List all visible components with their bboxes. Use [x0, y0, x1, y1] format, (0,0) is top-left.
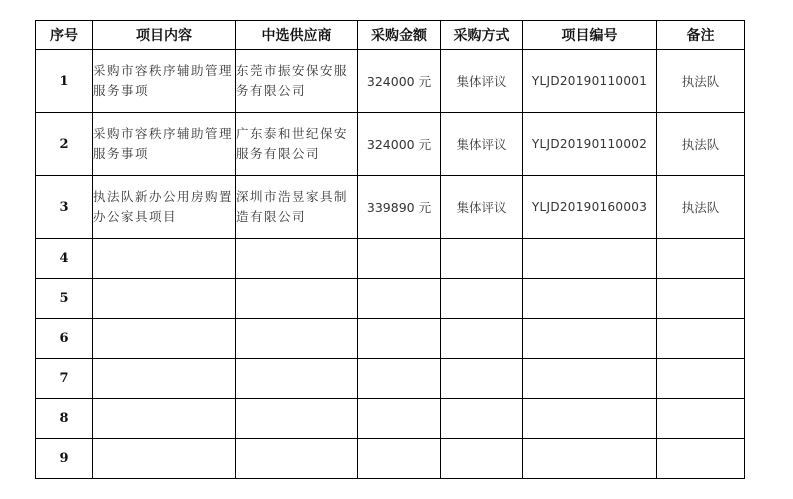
row-code [523, 319, 657, 359]
row-amount: 339890 元 [358, 176, 441, 239]
row-index: 4 [36, 239, 93, 279]
row-method [441, 319, 523, 359]
table-row [36, 279, 745, 319]
row-index: 1 [36, 50, 93, 113]
header-note: 备注 [657, 21, 745, 50]
row-note [657, 239, 745, 279]
table-row [36, 439, 745, 479]
row-code [523, 239, 657, 279]
table-row [36, 399, 745, 439]
row-supplier [236, 359, 358, 399]
row-note [657, 439, 745, 479]
row-method [441, 359, 523, 399]
row-content [93, 239, 236, 279]
row-amount [358, 439, 441, 479]
row-code: YLJD20190160003 [523, 176, 657, 239]
row-index: 9 [36, 439, 93, 479]
row-amount [358, 399, 441, 439]
row-content [93, 439, 236, 479]
row-index: 5 [36, 279, 93, 319]
row-content [93, 279, 236, 319]
row-code: YLJD20190110002 [523, 113, 657, 176]
row-note: 执法队 [657, 113, 745, 176]
table-row [36, 239, 745, 279]
row-supplier [236, 399, 358, 439]
row-note: 执法队 [657, 50, 745, 113]
row-supplier [236, 319, 358, 359]
row-amount [358, 319, 441, 359]
row-index: 7 [36, 359, 93, 399]
table-row [36, 359, 745, 399]
row-content [93, 399, 236, 439]
row-index: 8 [36, 399, 93, 439]
row-note [657, 359, 745, 399]
row-note [657, 399, 745, 439]
row-supplier: 东莞市振安保安服务有限公司 [236, 50, 358, 113]
row-content: 执法队新办公用房购置办公家具项目 [93, 176, 236, 239]
row-code [523, 279, 657, 319]
row-index: 2 [36, 113, 93, 176]
row-amount: 324000 元 [358, 113, 441, 176]
row-supplier [236, 279, 358, 319]
row-amount [358, 239, 441, 279]
row-code [523, 439, 657, 479]
row-method: 集体评议 [441, 50, 523, 113]
row-code [523, 359, 657, 399]
row-supplier [236, 239, 358, 279]
header-content: 项目内容 [93, 21, 236, 50]
header-amount: 采购金额 [358, 21, 441, 50]
row-method [441, 399, 523, 439]
header-index: 序号 [36, 21, 93, 50]
table-row [36, 319, 745, 359]
row-content [93, 359, 236, 399]
row-code [523, 399, 657, 439]
row-amount [358, 279, 441, 319]
row-method: 集体评议 [441, 113, 523, 176]
row-index: 3 [36, 176, 93, 239]
row-method [441, 439, 523, 479]
row-method [441, 279, 523, 319]
row-supplier: 广东泰和世纪保安服务有限公司 [236, 113, 358, 176]
table-header-row [36, 21, 745, 50]
table-row [36, 176, 745, 239]
row-content: 采购市容秩序辅助管理服务事项 [93, 113, 236, 176]
row-supplier: 深圳市浩昱家具制造有限公司 [236, 176, 358, 239]
row-code: YLJD20190110001 [523, 50, 657, 113]
row-amount [358, 359, 441, 399]
table-row [36, 50, 745, 113]
row-note [657, 319, 745, 359]
procurement-table [35, 20, 745, 479]
header-code: 项目编号 [523, 21, 657, 50]
row-content [93, 319, 236, 359]
row-content: 采购市容秩序辅助管理服务事项 [93, 50, 236, 113]
row-method [441, 239, 523, 279]
row-note [657, 279, 745, 319]
row-amount: 324000 元 [358, 50, 441, 113]
row-index: 6 [36, 319, 93, 359]
table-row [36, 113, 745, 176]
row-method: 集体评议 [441, 176, 523, 239]
header-supplier: 中选供应商 [236, 21, 358, 50]
row-supplier [236, 439, 358, 479]
header-method: 采购方式 [441, 21, 523, 50]
row-note: 执法队 [657, 176, 745, 239]
